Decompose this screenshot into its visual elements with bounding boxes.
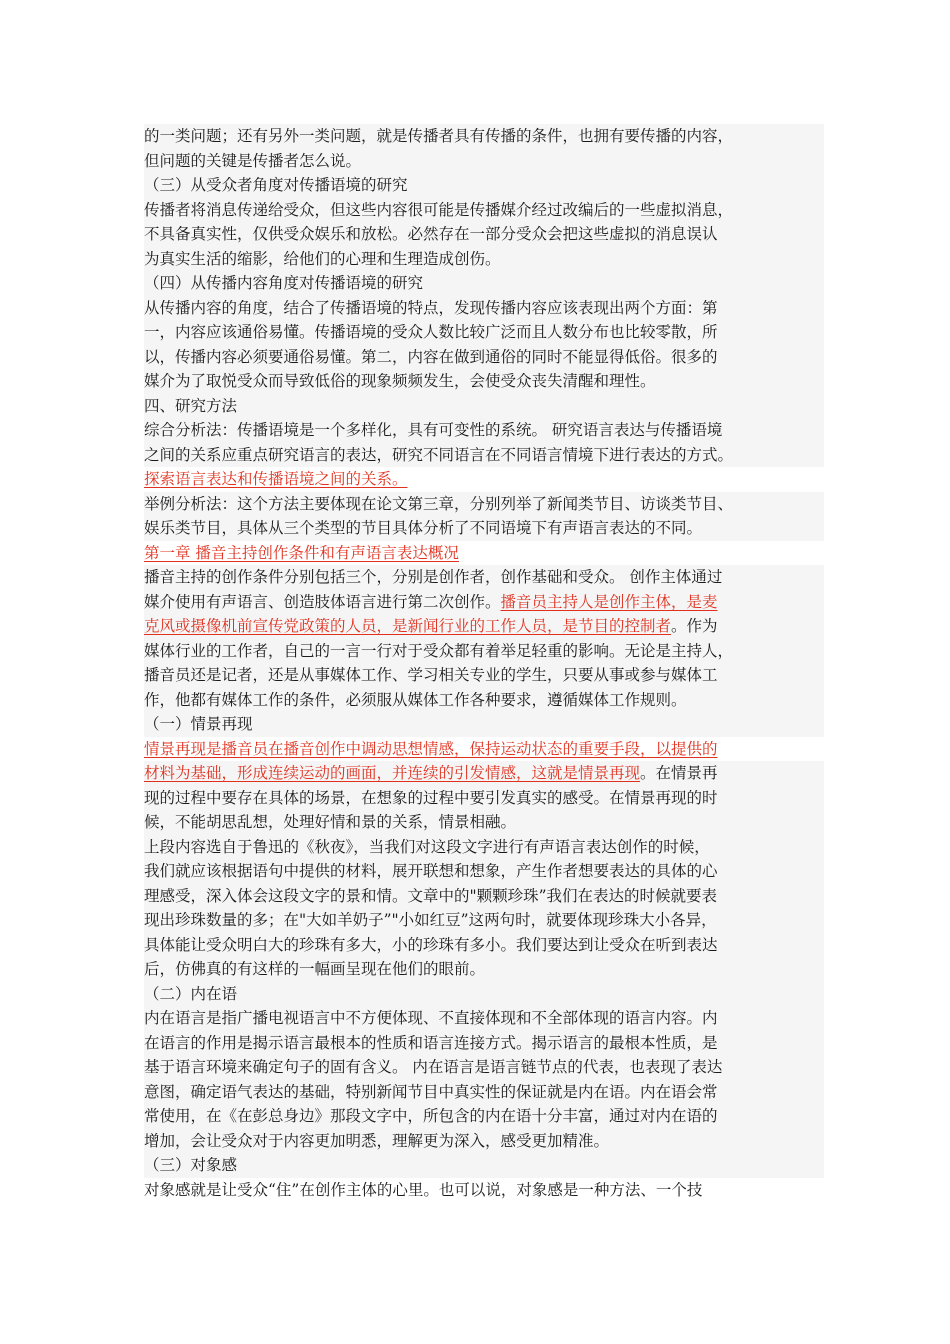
text-line: 传播者将消息传递给受众，但这些内容很可能是传播媒介经过改编后的一些虚拟消息， — [144, 198, 824, 223]
text-line: 后，仿佛真的有这样的一幅画呈现在他们的眼前。 — [144, 957, 824, 982]
text-line: 作，他都有媒体工作的条件，必须服从媒体工作各种要求，遵循媒体工作规则。 — [144, 688, 824, 713]
text-line — [144, 467, 824, 492]
text-segment: 媒介使用有声语言、创造肢体语言进行第二次创作。 — [144, 592, 501, 611]
text-line: 综合分析法：传播语境是一个多样化，具有可变性的系统。 研究语言表达与传播语境 — [144, 418, 824, 443]
text-line: 我们就应该根据语句中提供的材料，展开联想和想象，产生作者想要表达的具体的心 — [144, 859, 824, 884]
text-line: 但问题的关键是传播者怎么说。 — [144, 149, 824, 174]
text-line — [144, 590, 824, 615]
text-line: 理感受，深入体会这段文字的景和情。文章中的"颗颗珍珠”我们在表达的时候就要表 — [144, 884, 824, 909]
section-heading: （一）情景再现 — [144, 712, 824, 737]
text-line: 媒介为了取悦受众而导致低俗的现象频频发生，会使受众丧失清醒和理性。 — [144, 369, 824, 394]
red-underlined-text: 播音员主持人是创作主体，是麦 — [500, 592, 718, 611]
text-line — [144, 614, 824, 639]
text-line — [144, 761, 824, 786]
chapter-heading — [144, 541, 824, 566]
text-line: 娱乐类节目，具体从三个类型的节目具体分析了不同语境下有声语言表达的不同。 — [144, 516, 824, 541]
text-segment: 。在情景再 — [640, 764, 718, 782]
section-heading: 四、研究方法 — [144, 394, 824, 419]
text-line: 意图，确定语气表达的基础，特别新闻节目中真实性的保证就是内在语。内在语会常 — [144, 1080, 824, 1105]
text-line: 播音主持的创作条件分别包括三个，分别是创作者，创作基础和受众。 创作主体通过 — [144, 565, 824, 590]
red-underlined-text: 克风或摄像机前宣传党政策的人员，是新闻行业的工作人员，是节目的控制者 — [144, 617, 672, 635]
text-line: 为真实生活的缩影，给他们的心理和生理造成创伤。 — [144, 247, 824, 272]
text-line: 现的过程中要存在具体的场景，在想象的过程中要引发真实的感受。在情景再现的时 — [144, 786, 824, 811]
text-line: 现出珍珠数量的多；在"大如羊奶子”"小如红豆”这两句时，就要体现珍珠大小各异， — [144, 908, 824, 933]
text-line: 内在语言是指广播电视语言中不方便体现、不直接体现和不全部体现的语言内容。内 — [144, 1006, 824, 1031]
text-line: 以，传播内容必须要通俗易懂。第二，内容在做到通俗的同时不能显得低俗。很多的 — [144, 345, 824, 370]
section-heading: （三）对象感 — [144, 1153, 824, 1178]
text-line: 的一类问题；还有另外一类问题，就是传播者具有传播的条件，也拥有要传播的内容， — [144, 124, 824, 149]
text-line: 具体能让受众明白大的珍珠有多大，小的珍珠有多小。我们要达到让受众在听到表达 — [144, 933, 824, 958]
text-line: 媒体行业的工作者，自己的一言一行对于受众都有着举足轻重的影响。无论是主持人， — [144, 639, 824, 664]
text-line: 举例分析法：这个方法主要体现在论文第三章，分别列举了新闻类节目、访谈类节目、 — [144, 492, 824, 517]
text-line: 对象感就是让受众“住”在创作主体的心里。也可以说，对象感是一种方法、一个技 — [144, 1178, 824, 1203]
section-heading: （四）从传播内容角度对传播语境的研究 — [144, 271, 824, 296]
text-line: 一，内容应该通俗易懂。传播语境的受众人数比较广泛而且人数分布也比较零散，所 — [144, 320, 824, 345]
text-line: 播音员还是记者，还是从事媒体工作、学习相关专业的学生，只要从事或参与媒体工 — [144, 663, 824, 688]
section-heading: （三）从受众者角度对传播语境的研究 — [144, 173, 824, 198]
text-line: 基于语言环境来确定句子的固有含义。 内在语言是语言链节点的代表，也表现了表达 — [144, 1055, 824, 1080]
document-body — [144, 124, 824, 1202]
text-line: 常使用，在《在彭总身边》那段文字中，所包含的内在语十分丰富，通过对内在语的 — [144, 1104, 824, 1129]
red-underlined-text: 情景再现是播音员在播音创作中调动思想情感，保持运动状态的重要手段，以提供的 — [144, 739, 718, 758]
text-line: 候，不能胡思乱想，处理好情和景的关系，情景相融。 — [144, 810, 824, 835]
text-line: 不具备真实性，仅供受众娱乐和放松。必然存在一部分受众会把这些虚拟的消息误认 — [144, 222, 824, 247]
section-heading: （二）内在语 — [144, 982, 824, 1007]
text-line: 上段内容选自于鲁迅的《秋夜》，当我们对这段文字进行有声语言表达创作的时候， — [144, 835, 824, 860]
red-underlined-text: 探索语言表达和传播语境之间的关系。 — [144, 470, 408, 488]
text-segment: 。作为 — [671, 617, 718, 635]
red-underlined-text: 第一章 播音主持创作条件和有声语言表达概况 — [144, 543, 459, 562]
text-line: 之间的关系应重点研究语言的表达，研究不同语言在不同语言情境下进行表达的方式。 — [144, 443, 824, 468]
text-line: 从传播内容的角度，结合了传播语境的特点，发现传播内容应该表现出两个方面：第 — [144, 296, 824, 321]
text-line: 在语言的作用是揭示语言最根本的性质和语言连接方式。揭示语言的最根本性质，是 — [144, 1031, 824, 1056]
red-underlined-text: 材料为基础，形成连续运动的画面，并连续的引发情感，这就是情景再现 — [144, 764, 641, 782]
text-line — [144, 737, 824, 762]
text-line: 增加，会让受众对于内容更加明悉，理解更为深入，感受更加精准。 — [144, 1129, 824, 1154]
